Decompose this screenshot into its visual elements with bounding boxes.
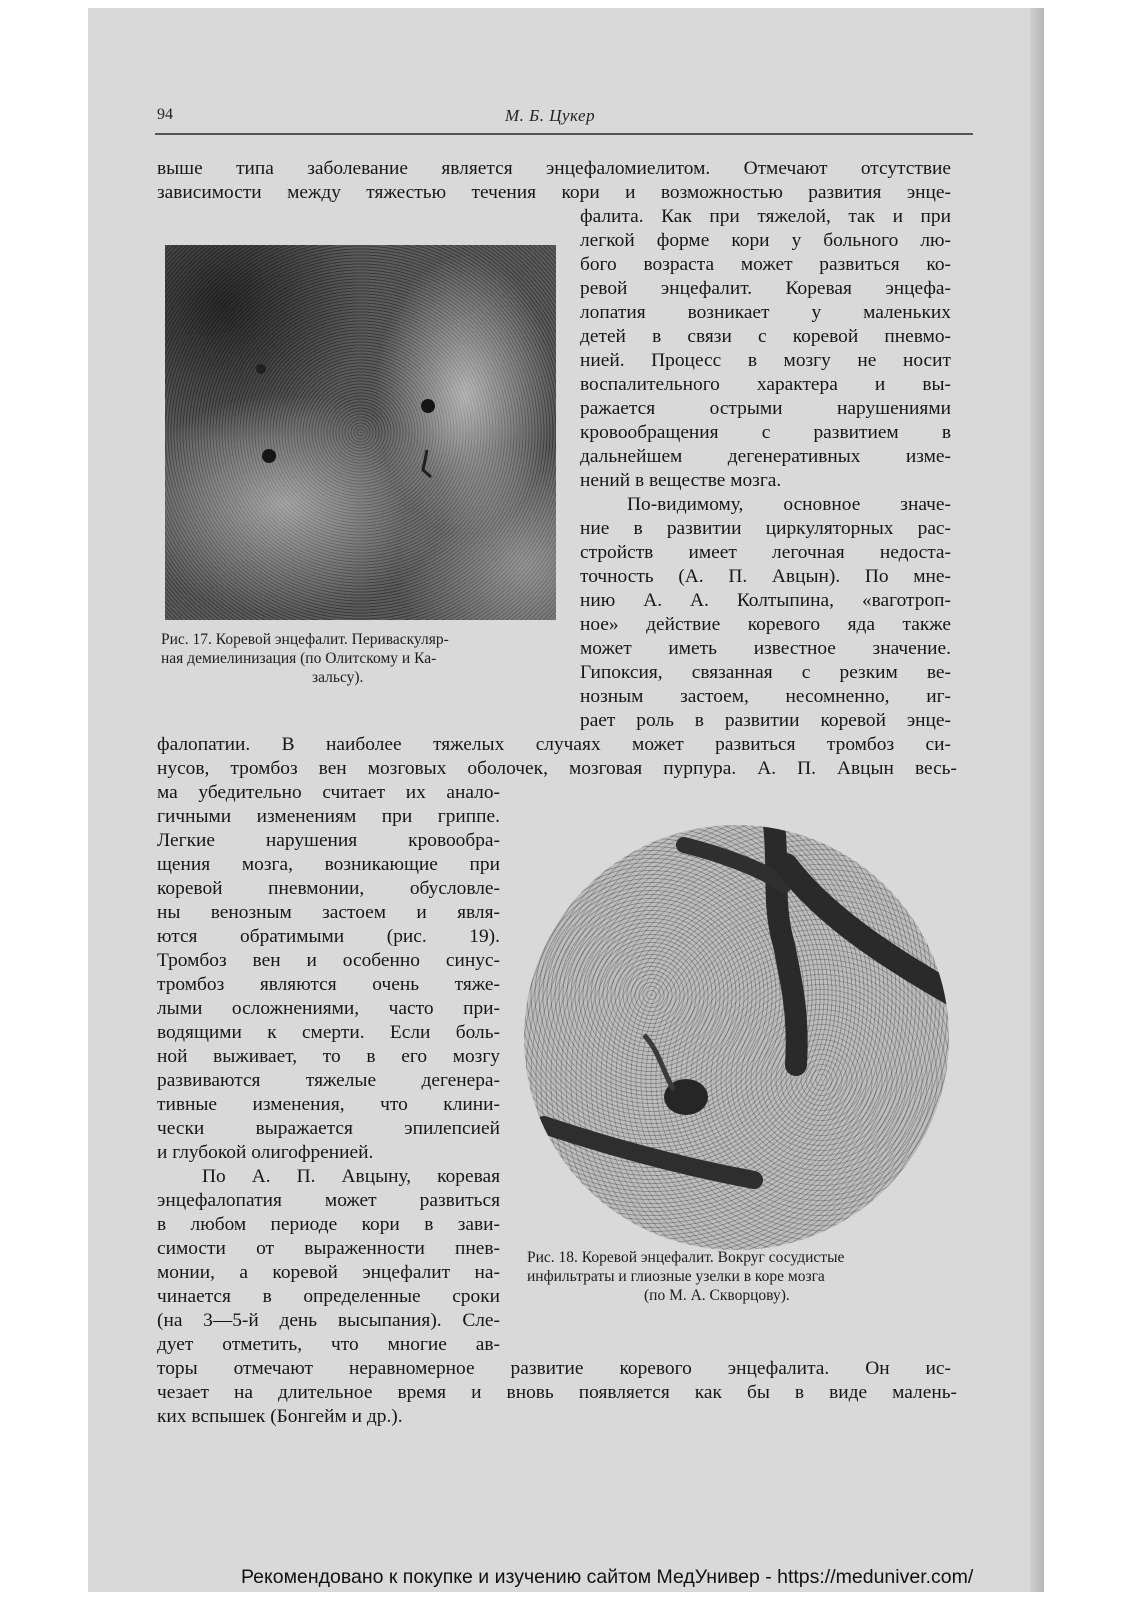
body-line: ких вспышек (Бонгейм и др.). <box>157 1406 403 1427</box>
body-line: кровообращения с развитием в <box>580 422 951 443</box>
body-line: По-видимому, основное значе- <box>627 494 951 515</box>
body-line: рает роль в развитии коревой энце- <box>580 710 951 731</box>
body-line: монии, а коревой энцефалит на- <box>157 1262 500 1283</box>
body-line: фалопатии. В наиболее тяжелых случаях может развиться тромбоз си- <box>157 734 951 755</box>
body-line: чезает на длительное время и вновь появляется как бы в виде малень- <box>157 1382 957 1403</box>
body-line: ревой энцефалит. Коревая энцефа- <box>580 278 951 299</box>
body-line: нию А. А. Колтыпина, «ваготроп- <box>580 590 951 611</box>
body-line: Легкие нарушения кровообра- <box>157 830 500 851</box>
body-line: в любом периоде кори в зави- <box>157 1214 500 1235</box>
footer-recommendation: Рекомендовано к покупке и изучению сайтом МедУнивер - https://meduniver.com/ <box>241 1566 974 1588</box>
body-line: может иметь известное значение. <box>580 638 951 659</box>
body-line: ма убедительно считает их анало- <box>157 782 500 803</box>
figure-18-caption-line: инфильтраты и глиозные узелки в коре мозга <box>527 1268 825 1285</box>
page-edge-shadow <box>1030 8 1044 1592</box>
body-line: тромбоз являются очень тяже- <box>157 974 500 995</box>
body-line: ной выживает, то в его мозгу <box>157 1046 500 1067</box>
body-line: гичными изменениям при гриппе. <box>157 806 500 827</box>
body-line: бого возраста может развиться ко- <box>580 254 951 275</box>
body-line: ются обратимыми (рис. 19). <box>157 926 500 947</box>
body-line: водящими к смерти. Если боль- <box>157 1022 500 1043</box>
figure-17-image <box>165 245 556 620</box>
body-line: развиваются тяжелые дегенера- <box>157 1070 500 1091</box>
body-line: нусов, тромбоз вен мозговых оболочек, мозговая пурпура. А. П. Авцын весь- <box>157 758 957 779</box>
body-line: и глубокой олигофренией. <box>157 1142 374 1163</box>
running-header-author: М. Б. Цукер <box>505 106 596 125</box>
body-line: Тромбоз вен и особенно синус- <box>157 950 500 971</box>
body-line: коревой пневмонии, обусловле- <box>157 878 500 899</box>
header-rule <box>155 133 973 135</box>
figure-18-caption-line: Рис. 18. Коревой энцефалит. Вокруг сосудистые <box>527 1249 845 1266</box>
body-line: По А. П. Авцыну, коревая <box>202 1166 500 1187</box>
body-line: детей в связи с коревой пневмо- <box>580 326 951 347</box>
body-line: точность (А. П. Авцын). По мне- <box>580 566 951 587</box>
body-line: симости от выраженности пнев- <box>157 1238 500 1259</box>
body-line: энцефалопатия может развиться <box>157 1190 500 1211</box>
figure-17-caption-line: зальсу). <box>312 669 364 686</box>
body-line: воспалительного характера и вы- <box>580 374 951 395</box>
body-line: ны венозным застоем и явля- <box>157 902 500 923</box>
body-line: лыми осложнениями, часто при- <box>157 998 500 1019</box>
body-line: фалита. Как при тяжелой, так и при <box>580 206 951 227</box>
body-line: дальнейшем дегенеративных изме- <box>580 446 951 467</box>
body-line: нозным застоем, несомненно, иг- <box>580 686 951 707</box>
body-line: ражается острыми нарушениями <box>580 398 951 419</box>
body-line: выше типа заболевание является энцефаломиелитом. Отмечают отсутствие <box>157 158 951 179</box>
body-line: чинается в определенные сроки <box>157 1286 500 1307</box>
body-line: тивные изменения, что клини- <box>157 1094 500 1115</box>
body-line: нией. Процесс в мозгу не носит <box>580 350 951 371</box>
body-line: зависимости между тяжестью течения кори и возможностью развития энце- <box>157 182 951 203</box>
body-line: торы отмечают неравномерное развитие коревого энцефалита. Он ис- <box>157 1358 951 1379</box>
body-line: Гипоксия, связанная с резким ве- <box>580 662 951 683</box>
page-number: 94 <box>157 106 173 123</box>
body-line: стройств имеет легочная недоста- <box>580 542 951 563</box>
body-line: дует отметить, что многие ав- <box>157 1334 500 1355</box>
body-line: легкой форме кори у больного лю- <box>580 230 951 251</box>
body-line: ное» действие коревого яда также <box>580 614 951 635</box>
figure-17-caption-line: Рис. 17. Коревой энцефалит. Периваскуляр- <box>161 631 449 648</box>
body-line: щения мозга, возникающие при <box>157 854 500 875</box>
figure-18-image <box>524 825 949 1250</box>
figure-17-caption-line: ная демиелинизация (по Олитскому и Ка- <box>161 650 437 667</box>
figure-18-caption-line: (по М. А. Скворцову). <box>644 1287 790 1304</box>
body-line: чески выражается эпилепсией <box>157 1118 500 1139</box>
body-line: лопатия возникает у маленьких <box>580 302 951 323</box>
body-line: (на 3—5-й день высыпания). Сле- <box>157 1310 500 1331</box>
body-line: нений в веществе мозга. <box>580 470 782 491</box>
body-line: ние в развитии циркуляторных рас- <box>580 518 951 539</box>
